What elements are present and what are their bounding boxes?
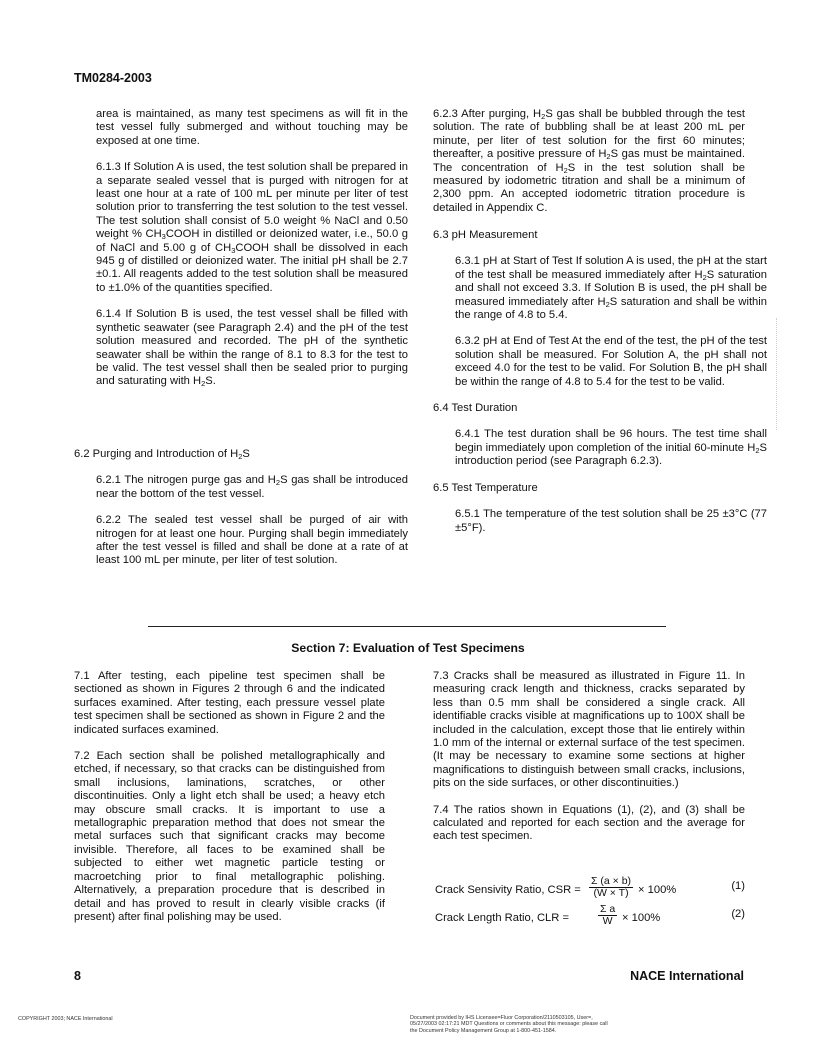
provided-line-1: Document provided by IHS Licensee=Fluor Corporation/2110503105, User=, bbox=[410, 1015, 593, 1021]
section7-left-column bbox=[74, 670, 385, 937]
section7-right-column bbox=[433, 670, 745, 857]
equation-2-numerator: Σ a bbox=[600, 903, 616, 915]
paragraph-continuation: area is maintained, as many test specimens as will fit in the test vessel fully submerged and without touching may be exposed at one time. bbox=[96, 108, 408, 147]
heading-6-3: 6.3 pH Measurement bbox=[433, 229, 538, 241]
provided-notice bbox=[410, 1015, 670, 1034]
copyright-notice: COPYRIGHT 2003; NACE International bbox=[18, 1016, 113, 1022]
paragraph-6-2-2: 6.2.2 The sealed test vessel shall be purged of air with nitrogen for at least one hour. Purging shall begin immediately after the test vessel is filled and shall be done at a rate of at least 100 mL per minute, per liter of test solution. bbox=[96, 514, 408, 567]
paragraph-7-2: 7.2 Each section shall be polished metallographically and etched, if necessary, so that cracks can be distinguished from small inclusions, laminations, scratches, or other discontinuities. Only a light etch shall be used; a heavy etch may obscure small cracks. It is important to use a metallographic preparation method that does not smear the metal surfaces such that significant cracks may become invisible. Therefore, all faces to be examined shall be subjected to either wet magnetic particle testing or macroetching prior to final metallographic polishing. Alternatively, a preparation procedure that is described in detail and has proved to result in clearly visible cracks (if present) after final polishing may be used. bbox=[74, 750, 385, 923]
heading-6-4: 6.4 Test Duration bbox=[433, 402, 518, 415]
equation-1 bbox=[435, 876, 745, 906]
paragraph-6-2-1: 6.2.1 The nitrogen purge gas and $H_2S$ gas shall be introduced near the bottom of the test vessel. bbox=[96, 474, 408, 500]
provided-line-2: 05/27/2003 02:17:21 MDT Questions or comments about this message: please call bbox=[410, 1021, 608, 1028]
heading-6-5: 6.5 Test Temperature bbox=[433, 481, 538, 494]
paragraph-6-1-3: 6.1.3 If Solution A is used, the test solution shall be prepared in a separate sealed vessel that is purged with nitrogen for at least one hour at a rate of 100 mL per minute per liter of test solution prior to transferring the test solution to the test vessel. The test solution shall consist of 5.0 weight % NaCl and 0.50 weight % $CH_3COOH$ in distilled or deionized water, i.e., 50.0 g of NaCl and 5.00 g of $CH_3COOH$ shall be dissolved in each 945 g of distilled or deionized water. The initial pH shall be 2.7 ±0.1. All reagents added to the test solution shall be measured to ±1.0% of the quantities specified. bbox=[96, 161, 409, 294]
equation-2-label: Crack Length Ratio, CLR = bbox=[435, 912, 570, 924]
provided-line-3: the Document Policy Management Group at 1-800-451-1584. bbox=[410, 1027, 557, 1034]
equation-2 bbox=[435, 904, 745, 934]
right-column-lower bbox=[433, 229, 767, 548]
right-column bbox=[433, 108, 745, 228]
organization-name: NACE International bbox=[630, 969, 744, 983]
equation-1-label: Crack Sensivity Ratio, CSR = bbox=[435, 884, 581, 896]
left-column-lower bbox=[74, 448, 408, 581]
paragraph-6-4-1: 6.4.1 The test duration shall be 96 hours. The test time shall begin immediately upon completion of the initial 60-minute $H_2S$ introduction period (see Paragraph 6.2.3). bbox=[455, 428, 767, 468]
paragraph-6-3-1: 6.3.1 pH at Start of Test If solution A is used, the pH at the start of the test shall be measured immediately after $H_2S$ saturation and shall not exceed 3.3. If Solution B is used, the pH shall be measured immediately after $H_2S$ saturation and shall be within the range of 4.8 to 5.4. bbox=[455, 255, 767, 322]
paragraph-6-3-2: 6.3.2 pH at End of Test At the end of the test, the pH of the test solution shall be measured. For Solution A, the pH shall not exceed 4.0 for the test to be valid. For Solution B, the pH shall be within the range of 4.8 to 5.4 for the test to be valid. bbox=[455, 335, 767, 388]
equation-2-fraction bbox=[598, 904, 617, 927]
page-number: 8 bbox=[74, 969, 81, 983]
section-title: Section 7: Evaluation of Test Specimens bbox=[291, 641, 525, 655]
equation-2-number: (2) bbox=[731, 908, 745, 920]
document-id: TM0284-2003 bbox=[74, 71, 152, 85]
equation-1-suffix: × 100% bbox=[638, 884, 677, 896]
equation-2-suffix: × 100% bbox=[622, 912, 661, 924]
equation-1-number: (1) bbox=[731, 880, 745, 892]
paragraph-6-1-4: 6.1.4 If Solution B is used, the test vessel shall be filled with synthetic seawater (see Paragraph 2.4) and the pH of the test solution measured and recorded. The pH of the synthetic seawater shall be within the range of 8.1 to 8.3 for the test to be valid. The test vessel shall then be sealed prior to purging and saturating with $H_2S$. bbox=[96, 308, 408, 389]
left-column bbox=[96, 108, 408, 402]
equation-2-denominator: W bbox=[602, 915, 613, 927]
section-divider bbox=[148, 626, 666, 627]
paragraph-7-1: 7.1 After testing, each pipeline test specimen shall be sectioned as shown in Figures 2 through 6 and the indicated surfaces examined. After testing, each pressure vessel plate test specimen shall be sectioned as shown in Figure 2 and the indicated surfaces examined. bbox=[74, 670, 385, 736]
paragraph-6-5-1: 6.5.1 The temperature of the test solution shall be 25 ±3°C (77 ±5°F). bbox=[455, 508, 767, 534]
equation-1-numerator: Σ (a × b) bbox=[591, 875, 632, 887]
equation-1-fraction bbox=[589, 876, 633, 899]
heading-6-2: 6.2 Purging and Introduction of $H_2S$ bbox=[74, 448, 250, 461]
margin-marks bbox=[776, 318, 779, 430]
equation-1-denominator: (W × T) bbox=[593, 887, 629, 899]
paragraph-7-3: 7.3 Cracks shall be measured as illustrated in Figure 11. In measuring crack length and thickness, cracks separated by less than 0.5 mm shall be considered a single crack. All identifiable cracks visible at magnifications up to 100X shall be included in the calculation, except those that lie entirely within 1.0 mm of the internal or external surface of the test specimen. (It may be necessary to examine some sections at higher magnifications to distinguish between small cracks, inclusions, pits on the side surfaces, or other discontinuities.) bbox=[433, 670, 745, 790]
paragraph-7-4: 7.4 The ratios shown in Equations (1), (2), and (3) shall be calculated and reported for each section and the average for each test specimen. bbox=[433, 803, 745, 843]
paragraph-6-2-3: 6.2.3 After purging, $H_2S$ gas shall be bubbled through the test solution. The rate of bubbling shall be at least 200 mL per minute, per liter of test solution for the first 60 minutes; thereafter, a positive pressure of $H_2S$ gas must be maintained. The concentration of $H_2S$ in the test solution shall be measured by iodometric titration and shall be a minimum of 2,300 ppm. An accepted iodometric titration procedure is detailed in Appendix C. bbox=[433, 108, 745, 214]
